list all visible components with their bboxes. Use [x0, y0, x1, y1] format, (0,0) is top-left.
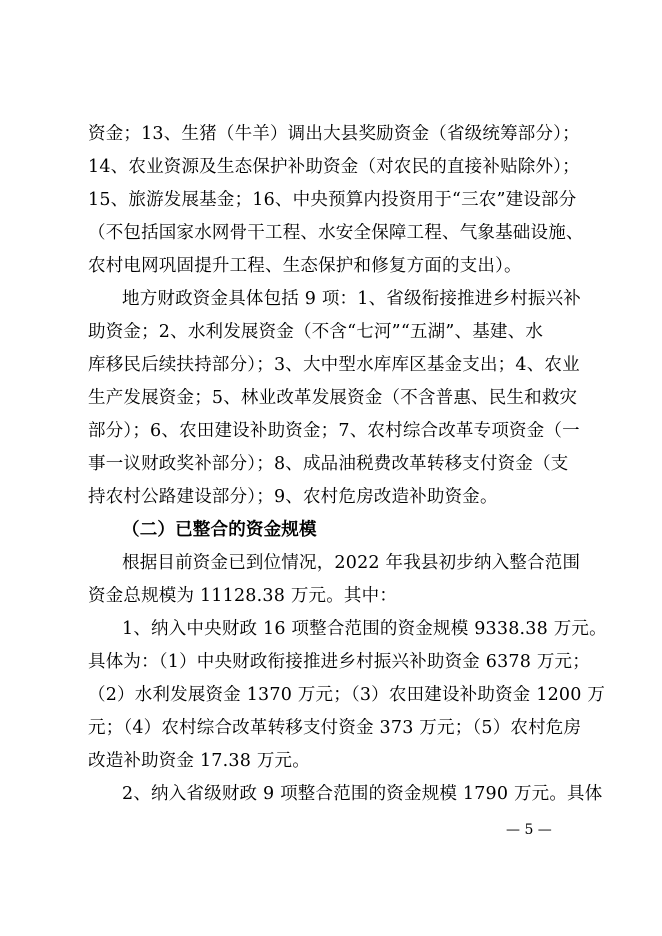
text-line: 持农村公路建设部分）；9、农村危房改造补助资金。 [88, 487, 498, 507]
text-line: 14、农业资源及生态保护补助资金（对农民的直接补贴除外）； [88, 157, 580, 177]
text-line: 资金；13、生猪（牛羊）调出大县奖励资金（省级统筹部分）； [88, 124, 580, 144]
text-line: （不包括国家水网骨干工程、水安全保障工程、气象基础设施、 [88, 223, 584, 243]
text-line: 助资金；2、水利发展资金（不含“七河”“五湖”、基建、水 [88, 322, 544, 342]
page-number: — 5 — [506, 822, 552, 838]
text-line: 具体为：（1）中央财政衔接推进乡村振兴补助资金 6378 万元； [88, 652, 590, 672]
text-line: （2）水利发展资金 1370 万元；（3）农田建设补助资金 1200 万 [88, 685, 606, 705]
paragraph-start-line: 地方财政资金具体包括 9 项：1、省级衔接推进乡村振兴补 [122, 289, 581, 309]
text-line: 库移民后续扶持部分）；3、大中型水库库区基金支出；4、农业 [88, 355, 580, 375]
text-line: 改造补助资金 17.38 万元。 [88, 751, 310, 771]
paragraph-start-line: 1、纳入中央财政 16 项整合范围的资金规模 9338.38 万元。 [122, 619, 607, 639]
text-line: 元；（4）农村综合改革转移支付资金 373 万元；（5）农村危房 [88, 718, 582, 738]
text-line: 农村电网巩固提升工程、生态保护和修复方面的支出）。 [88, 256, 522, 276]
text-line: 资金总规模为 11128.38 万元。其中： [88, 586, 398, 606]
text-line: 生产发展资金；5、林业改革发展资金（不含普惠、民生和救灾 [88, 388, 578, 408]
text-line: 事一议财政奖补部分）；8、成品油税费改革转移支付资金（支 [88, 454, 569, 474]
paragraph-start-line: 2、纳入省级财政 9 项整合范围的资金规模 1790 万元。具体 [122, 784, 603, 804]
document-body [88, 118, 607, 811]
text-line: 15、旅游发展基金；16、中央预算内投资用于“三农”建设部分 [88, 190, 577, 210]
section-heading: （二）已整合的资金规模 [122, 520, 317, 540]
paragraph-start-line: 根据目前资金已到位情况，2022 年我县初步纳入整合范围 [122, 553, 581, 573]
text-line: 部分）；6、农田建设补助资金；7、农村综合改革专项资金（一 [88, 421, 580, 441]
